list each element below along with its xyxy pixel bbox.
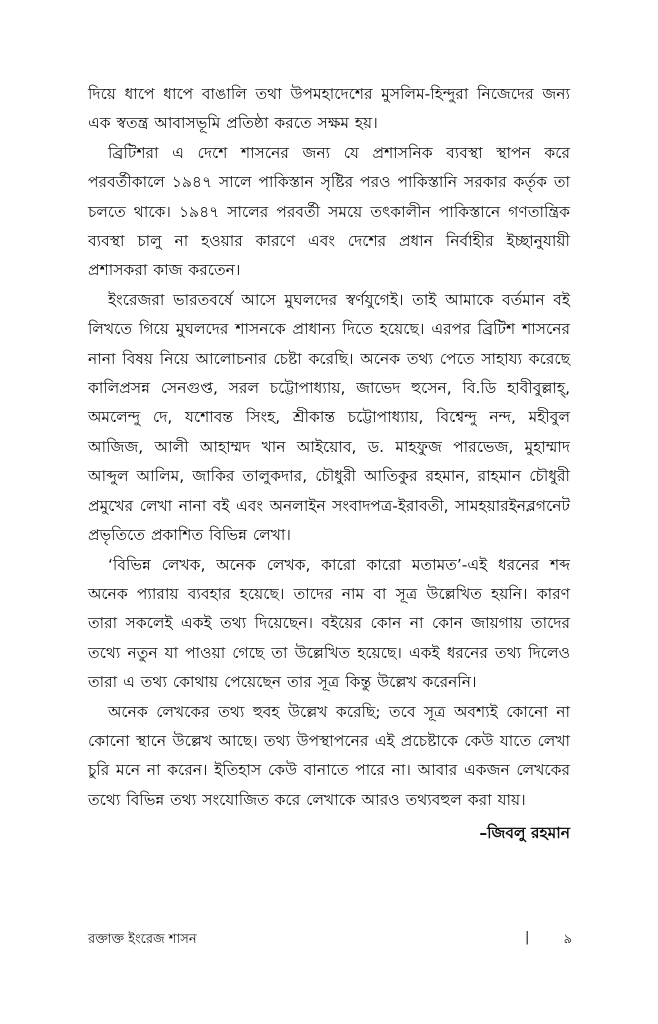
page-number: ৯ [563,932,572,947]
paragraph-administration: ব্রিটিশরা এ দেশে শাসনের জন্য যে প্রশাসনিক ব্যবস্থা স্থাপন করে পরবর্তীকালে ১৯৪৭ সালে পাকিস্তান সৃষ্টির পরও পাকিস্তানি সরকার কর্তৃক তা চলতে থাকে। ১৯৪৭ সালের পরবর্তী সময়ে তৎকালীন পাকিস্তানে গণতান্ত্রিক ব্যবস্থা চালু না হওয়ার কারণে এবং দেশের প্রধান নির্বাহীর ইচ্ছানুযায়ী প্রশাসকরা কাজ করতেন। [88,143,570,280]
paragraph-disclaimer: অনেক লেখকের তথ্য হুবহ উল্লেখ করেছি; তবে সূত্র অবশ্যই কোনো না কোনো স্থানে উল্লেখ আছে। তথ্য উপস্থাপনের এই প্রচেষ্টাকে কেউ যাতে লেখা চুরি মনে না করেন। ইতিহাস কেউ বানাতে পারে না। আবার একজন লেখকের তথ্যে বিভিন্ন তথ্য সংযোজিত করে লেখাকে আরও তথ্যবহুল করা যায়। [88,702,570,809]
footer-divider: | [525,930,530,945]
page-footer [88,930,572,954]
author-signature: –জিবলু রহমান [479,824,570,843]
body-text [88,80,570,848]
paragraph-continuation: দিয়ে ধাপে ধাপে বাঙালি তথা উপমহাদেশের মুসলিম-হিন্দুরা নিজেদের জন্য এক স্বতন্ত্র আবাসভূমি প্রতিষ্ঠা করতে সক্ষম হয়। [88,85,570,133]
paragraph-attribution: ‘বিভিন্ন লেখক, অনেক লেখক, কারো কারো মতামত’-এই ধরনের শব্দ অনেক প্যারায় ব্যবহার হয়েছে। তাদের নাম বা সূত্র উল্লেখিত হয়নি। কারণ তারা সকলেই একই তথ্য দিয়েছেন। বইয়ের কোন না কোন জায়গায় তাদের তথ্যে নতুন যা পাওয়া গেছে তা উল্লেখিত হয়েছে। একই ধরনের তথ্য দিলেও তারা এ তথ্য কোথায় পেয়েছেন তার সূত্র কিন্তু উল্লেখ করেননি। [88,555,570,692]
running-title: রক্তাক্ত ইংরেজ শাসন [88,932,197,947]
paragraph-sources: ইংরেজরা ভারতবর্ষে আসে মুঘলদের স্বর্ণযুগেই। তাই আমাকে বর্তমান বই লিখতে গিয়ে মুঘলদের শাসনকে প্রাধান্য দিতে হয়েছে। এরপর ব্রিটিশ শাসনের নানা বিষয় নিয়ে আলোচনার চেষ্টা করেছি। অনেক তথ্য পেতে সাহায্য করেছে কালিপ্রসন্ন সেনগুপ্ত, সরল চট্টোপাধ্যায়, জাভেদ হুসেন, বি.ডি হাবীবুল্লাহ্, অমলেন্দু দে, যশোবন্ত সিংহ, শ্রীকান্ত চট্টোপাধ্যায়, বিশ্বেন্দু নন্দ, মহীবুল আজিজ, আলী আহাম্মদ খান আইয়োব, ড. মাহফুজ পারভেজ, মুহাম্মাদ আব্দুল আলিম, জাকির তালুকদার, চৌধুরী আতিকুর রহমান, রাহমান চৌধুরী প্রমুখের লেখা নানা বই এবং অনলাইন সংবাদপত্র-ইরাবতী, সামহয়ারইনব্লগনেট প্রভৃতিতে প্রকাশিত বিভিন্ন লেখা। [88,290,570,545]
